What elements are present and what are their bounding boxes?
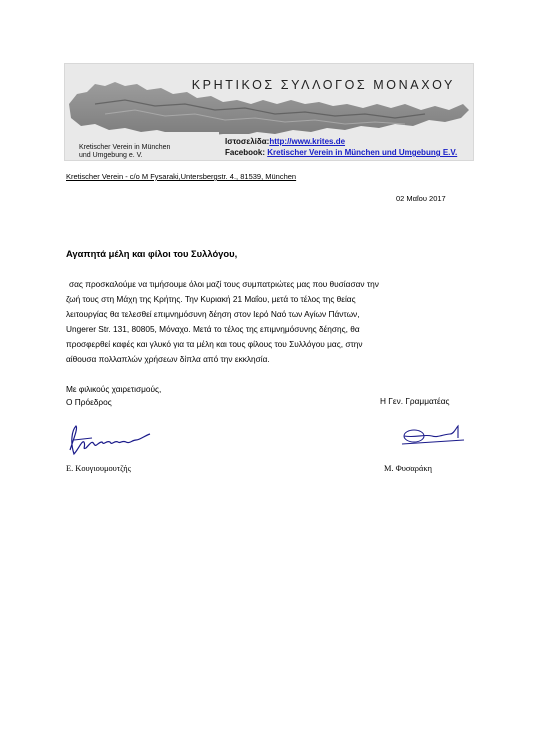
body-line: σας προσκαλούμε να τιμήσουμε όλοι μαζί τους συμπατριώτες μας που θυσίασαν την <box>69 279 379 289</box>
letter-body <box>66 277 470 368</box>
closing-regards: Με φιλικούς χαιρετισμούς, <box>66 384 162 394</box>
secretary-name: Μ. Φυσαράκη <box>384 464 432 473</box>
german-name-line-2: und Umgebung e. V. <box>79 152 143 159</box>
association-german-name <box>79 144 170 160</box>
body-line: ζωή τους στη Μάχη της Κρήτης. Την Κυριακή 21 Μαΐου, μετά το τέλος της θείας <box>66 294 356 305</box>
sender-address: Kretischer Verein - c/o M Fysaraki,Untersbergstr. 4., 81539, München <box>66 172 297 181</box>
secretary-title: Η Γεν. Γραμματέας <box>380 396 450 406</box>
facebook-label: Facebook: <box>225 148 266 157</box>
president-signature <box>64 420 160 462</box>
contact-links <box>225 136 457 158</box>
facebook-link[interactable]: Kretischer Verein in München und Umgebung E.V. <box>267 148 458 157</box>
president-title: Ο Πρόεδρος <box>66 396 112 407</box>
website-label: Ιστοσελίδα: <box>225 137 270 146</box>
website-link[interactable]: http://www.krites.de <box>269 137 346 146</box>
body-line: προσφερθεί καφές και γλυκό για τα μέλη και τους φίλους του Συλλόγου μας, στην <box>66 339 363 350</box>
association-title: ΚΡΗΤΙΚΟΣ ΣΥΛΛΟΓΟΣ ΜΟΝΑΧΟΥ <box>191 78 455 92</box>
german-name-line-1: Kretischer Verein in München <box>79 144 171 151</box>
president-name: Ε. Κουγιουμουτζής <box>66 464 131 473</box>
secretary-signature <box>400 422 466 450</box>
salutation: Αγαπητά μέλη και φίλοι του Συλλόγου, <box>66 248 238 259</box>
body-line: αίθουσα πολλαπλών χρήσεων δίπλα από την εκκλησία. <box>66 354 270 365</box>
closing-block <box>66 383 161 408</box>
letterhead-banner <box>64 63 474 161</box>
body-line: λειτουργίας θα τελεσθεί επιμνημόσυνη δέηση στον Ιερό Ναό των Αγίων Πάντων, <box>66 309 360 320</box>
letter-date: 02 Μαΐου 2017 <box>396 194 446 203</box>
body-line: Ungerer Str. 131, 80805, Μόναχο. Μετά το τέλος της επιμνημόσυνης δέησης, θα <box>66 324 360 335</box>
